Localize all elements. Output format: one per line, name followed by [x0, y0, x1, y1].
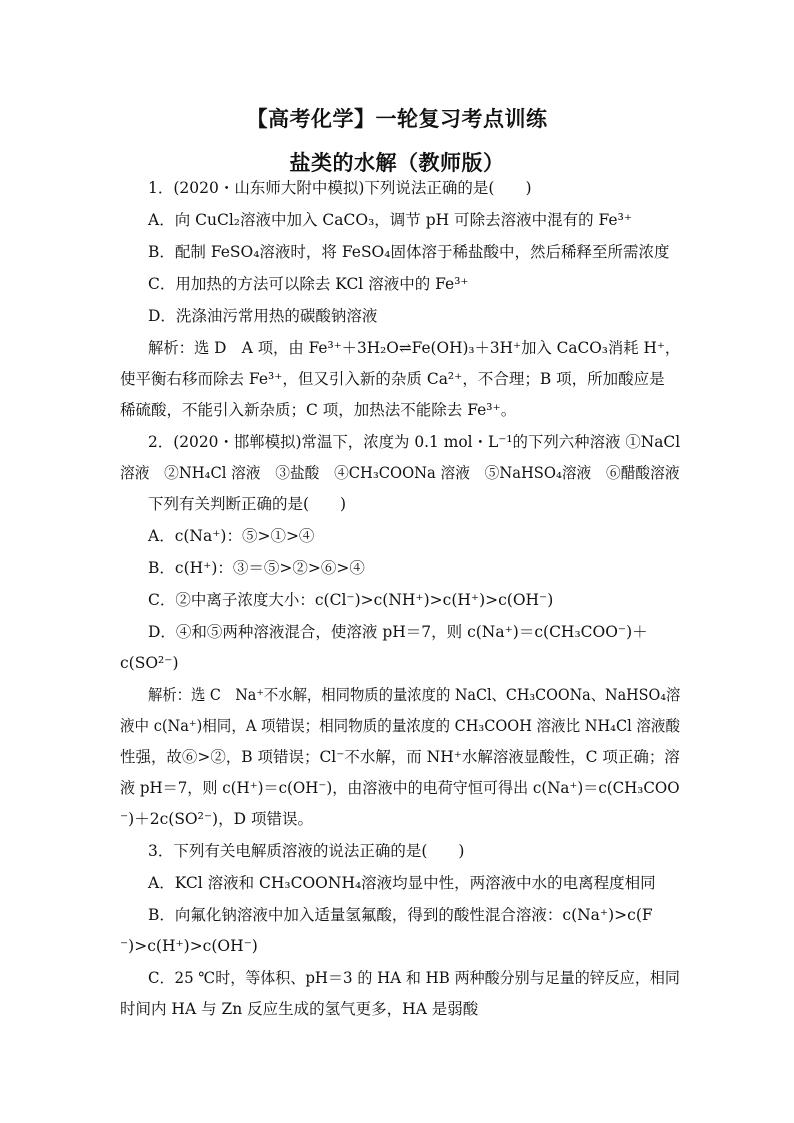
question-3-option-a: A．KCl 溶液和 CH₃COONH₄溶液均显中性，两溶液中水的电离程度相同: [148, 874, 656, 892]
question-2-option-d-cont: c(SO²⁻): [120, 654, 179, 672]
question-3-option-b-cont: ⁻)>c(H⁺)>c(OH⁻): [120, 937, 258, 955]
question-1-option-a: A．向 CuCl₂溶液中加入 CaCO₃，调节 pH 可除去溶液中混有的 Fe³⁺: [148, 211, 632, 229]
analysis-1-line-1: 解析：选 D A 项，由 Fe³⁺＋3H₂O⇌Fe(OH)₃＋3H⁺加入 CaCO₃消耗 H⁺，: [148, 339, 681, 357]
analysis-1-line-2: 使平衡右移而除去 Fe³⁺，但又引入新的杂质 Ca²⁺，不合理；B 项，所加酸应是: [120, 370, 665, 388]
question-3-stem: 3．下列有关电解质溶液的说法正确的是( ): [148, 842, 465, 860]
analysis-1-line-3: 稀硫酸，不能引入新杂质；C 项，加热法不能除去 Fe³⁺。: [120, 401, 517, 419]
question-1-stem: 1．(2020・山东师大附中模拟)下列说法正确的是( ): [148, 179, 532, 197]
question-3-option-b: B．向氟化钠溶液中加入适量氢氟酸，得到的酸性混合溶液：c(Na⁺)>c(F: [148, 906, 653, 924]
analysis-2-line-4: 液 pH＝7，则 c(H⁺)＝c(OH⁻)，由溶液中的电荷守恒可得出 c(Na⁺)＝c(CH₃COO: [120, 779, 680, 797]
analysis-2-line-3: 性强，故⑥>②，B 项错误；Cl⁻不水解，而 NH⁺水解溶液显酸性，C 项正确；溶: [120, 748, 680, 766]
question-1-option-b: B．配制 FeSO₄溶液时，将 FeSO₄固体溶于稀盐酸中，然后稀释至所需浓度: [148, 243, 670, 261]
analysis-2-line-5: ⁻)＋2c(SO²⁻)，D 项错误。: [120, 810, 313, 828]
document-title: 【高考化学】一轮复习考点训练: [246, 106, 548, 131]
question-3-option-c-cont: 时间内 HA 与 Zn 反应生成的氢气更多，HA 是弱酸: [120, 1000, 479, 1018]
analysis-2-line-1: 解析：选 C Na⁺不水解，相同物质的量浓度的 NaCl、CH₃COONa、NaHSO₄溶: [148, 686, 681, 704]
analysis-2-line-2: 液中 c(Na⁺)相同，A 项错误；相同物质的量浓度的 CH₃COOH 溶液比 NH₄Cl 溶液酸: [120, 717, 681, 735]
question-2-option-b: B．c(H⁺)：③＝⑤>②>⑥>④: [148, 559, 365, 577]
question-1-option-c: C．用加热的方法可以除去 KCl 溶液中的 Fe³⁺: [148, 275, 469, 293]
question-2-solutions: 溶液 ②NH₄Cl 溶液 ③盐酸 ④CH₃COONa 溶液 ⑤NaHSO₄溶液 ⑥醋酸溶液: [120, 464, 680, 482]
question-2-option-c: C．②中离子浓度大小：c(Cl⁻)>c(NH⁺)>c(H⁺)>c(OH⁻): [148, 591, 554, 609]
document-subtitle: 盐类的水解（教师版）: [289, 150, 505, 175]
question-1-option-d: D．洗涤油污常用热的碳酸钠溶液: [148, 307, 378, 325]
question-2-stem: 2．(2020・邯郸模拟)常温下，浓度为 0.1 mol・L⁻¹的下列六种溶液 ①NaCl: [148, 433, 681, 451]
question-2-option-a: A．c(Na⁺)：⑤>①>④: [148, 527, 315, 545]
question-2-prompt: 下列有关判断正确的是( ): [148, 495, 347, 513]
question-2-option-d: D．④和⑤两种溶液混合，使溶液 pH＝7，则 c(Na⁺)＝c(CH₃COO⁻)＋: [148, 623, 648, 641]
question-3-option-c: C．25 ℃时，等体积、pH＝3 的 HA 和 HB 两种酸分别与足量的锌反应，相同: [148, 969, 680, 987]
